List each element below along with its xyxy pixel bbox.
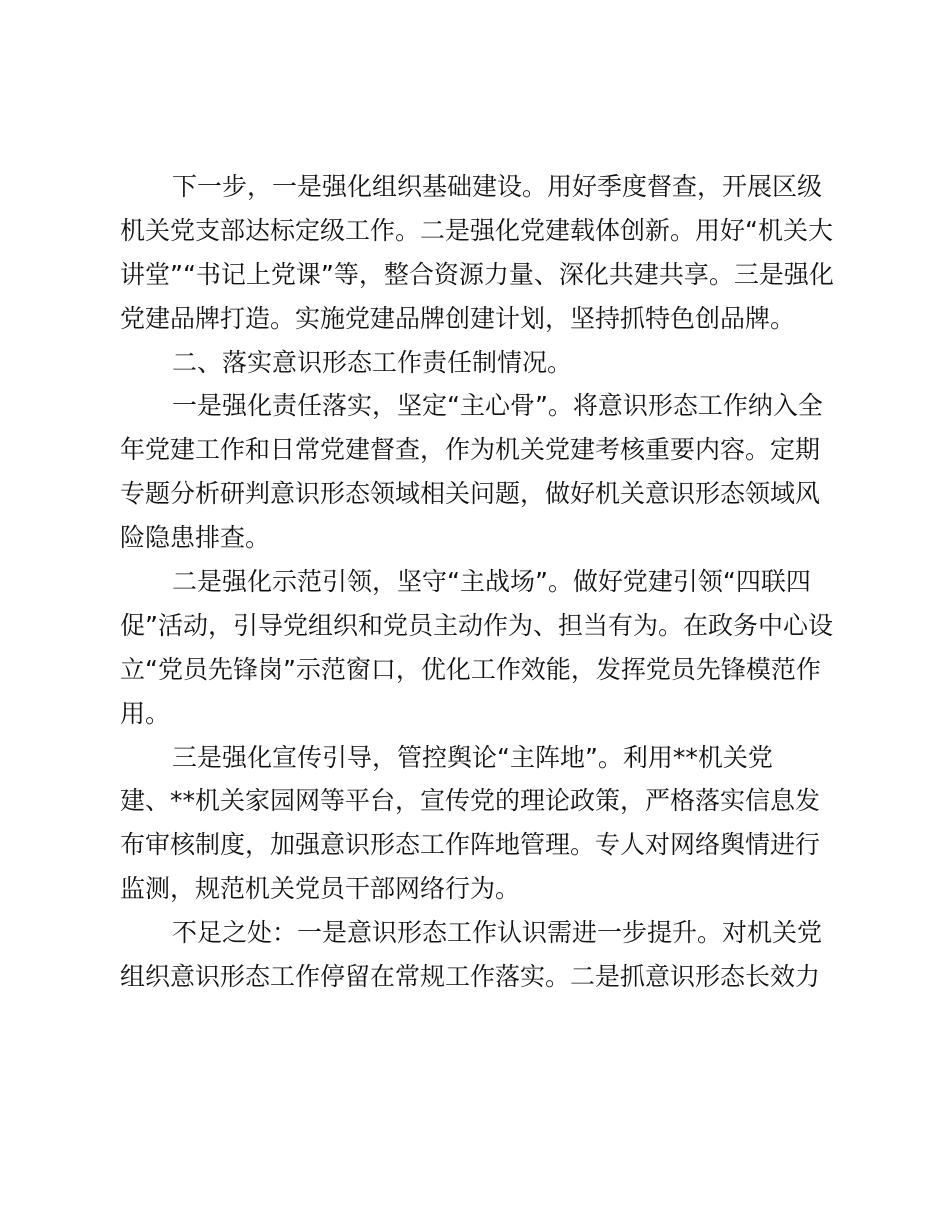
- section-heading: 二、落实意识形态工作责任制情况。: [172, 347, 573, 377]
- text-line: 监测，规范机关党员干部网络行为。: [120, 874, 521, 904]
- text-line: 布审核制度，加强意识形态工作阵地管理。专人对网络舆情进行: [120, 830, 821, 860]
- text-line: 一是强化责任落实，坚定“主心骨”。将意识形态工作纳入全: [172, 391, 823, 421]
- text-line: 组织意识形态工作停留在常规工作落实。二是抓意识形态长效力: [120, 962, 821, 992]
- text-line: 用。: [120, 698, 171, 728]
- text-line: 促”活动，引导党组织和党员主动作为、担当有为。在政务中心设: [120, 610, 833, 640]
- text-line: 险隐患排查。: [120, 523, 271, 553]
- text-line: 不足之处：一是意识形态工作认识需进一步提升。对机关党: [172, 918, 823, 948]
- text-line: 建、**机关家园网等平台，宣传党的理论政策，严格落实信息发: [120, 786, 821, 816]
- text-line: 二是强化示范引领，坚守“主战场”。做好党建引领“四联四: [172, 567, 811, 597]
- text-line: 党建品牌打造。实施党建品牌创建计划，坚持抓特色创品牌。: [120, 303, 796, 333]
- text-line: 下一步，一是强化组织基础建设。用好季度督查，开展区级: [172, 172, 823, 201]
- text-line: 年党建工作和日常党建督查，作为机关党建考核重要内容。定期: [120, 435, 821, 465]
- text-line: 机关党支部达标定级工作。二是强化党建载体创新。用好“机关大: [120, 215, 833, 245]
- document-body: [120, 165, 832, 999]
- text-line: 讲堂”“书记上党课”等，整合资源力量、深化共建共享。三是强化: [120, 259, 834, 289]
- text-line: 三是强化宣传引导，管控舆论“主阵地”。利用**机关党: [172, 742, 773, 772]
- text-line: 专题分析研判意识形态领域相关问题，做好机关意识形态领域风: [120, 479, 821, 509]
- text-line: 立“党员先锋岗”示范窗口，优化工作效能，发挥党员先锋模范作: [120, 654, 821, 684]
